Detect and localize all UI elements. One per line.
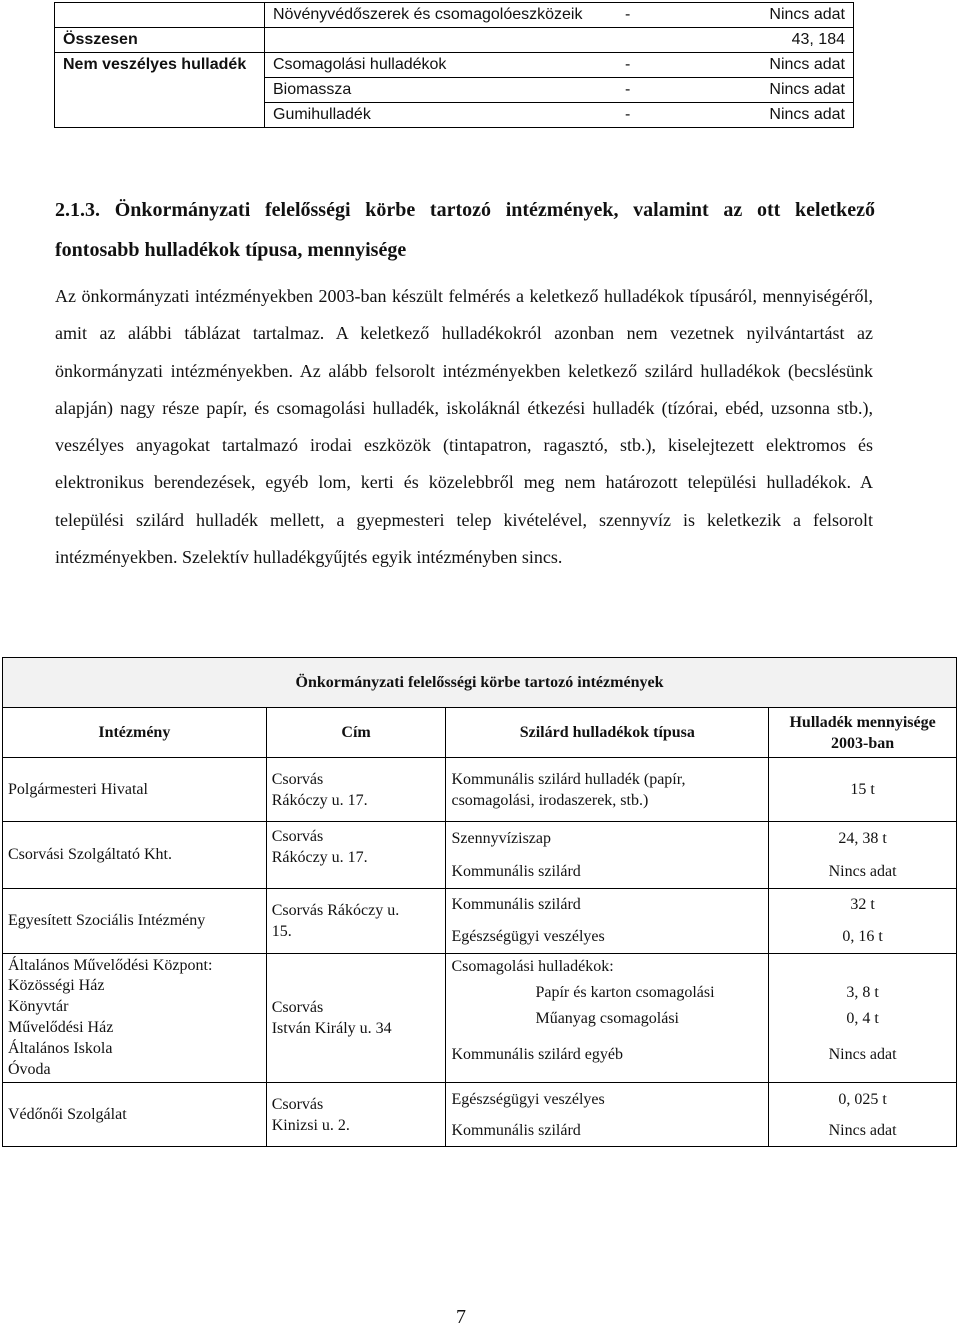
amount-line: Nincs adat (828, 1121, 897, 1139)
waste-line: Kommunális szilárd (451, 1121, 581, 1139)
address-line: Csorvás (271, 828, 324, 845)
waste-line: Papír és karton csomagolási (535, 984, 715, 1001)
address-cell (266, 758, 446, 822)
intro-paragraph (55, 278, 873, 576)
amount-line: Nincs adat (828, 1046, 897, 1063)
amount-cell: Nincs adat (717, 53, 854, 78)
category-cell: Nem veszélyes hulladék (55, 53, 265, 78)
amount-cell: 43, 184 (717, 28, 854, 53)
institution-cell: Polgármesteri Hivatal (3, 758, 267, 822)
waste-type-cell (446, 758, 769, 822)
amount-line: 3, 8 t (846, 984, 879, 1001)
institutions-table (2, 657, 957, 1147)
amount-line: 32 t (850, 896, 875, 913)
waste-type-cell: Növényvédőszerek és csomagolóeszközeik (265, 3, 618, 28)
waste-type-cell (265, 28, 618, 53)
amount-cell (769, 889, 957, 954)
waste-line: Kommunális szilárd egyéb (451, 1046, 623, 1063)
header-amount-line1: Hulladék mennyisége (789, 713, 936, 731)
address-line: Kinizsi u. 2. (271, 1116, 350, 1134)
institution-line: Közösségi Ház (8, 977, 105, 995)
address-line: Rákóczy u. 17. (271, 791, 368, 809)
address-cell (266, 889, 446, 954)
paragraph-text: Az önkormányzati intézményekben 2003-ban készült felmérés a keletkező hulladékok típusáról, mennyiségéről, amit az alábbi táblázat tartalmaz. A keletkező hulladékokról azonban nem vezetnek nyilvántartást az önkormányzati intézményekben. Az alább felsorolt intézményekben keletkező szilárd hulladékok (becslésünk alapján) nagy része papír, és csomagolási hulladék, iskoláknál étkezési hulladék (tízórai, ebéd, uzsonna stb.), veszélyes anyagokat tartalmazó irodai eszközök (tintapatron, ragasztó, stb.), kiselejtezett elektromos és elektronikus berendezések, egyéb lom, kerti és közelebbről meg nem határozott települési hulladékok. A települési szilárd hulladék mellett, a gyepmesteri telep kivételével, szennyvíz is keletkezik a felsorolt intézményekben. Szelektív hulladékgyűjtés egyik intézményben sincs. (55, 286, 873, 568)
waste-type-cell: Csomagolási hulladékok (265, 53, 618, 78)
amount-cell: 15 t (769, 758, 957, 822)
dash-cell: - (617, 103, 717, 128)
address-line: István Király u. 34 (271, 1020, 392, 1037)
address-cell (266, 822, 446, 889)
table-row (3, 1083, 957, 1147)
amount-cell (769, 954, 957, 1083)
institution-cell: Egyesített Szociális Intézmény (3, 889, 267, 954)
dash-cell: - (617, 78, 717, 103)
amount-line: 0, 4 t (846, 1010, 879, 1027)
amount-line: 0, 16 t (842, 928, 883, 945)
header-waste-type: Szilárd hulladékok típusa (446, 708, 769, 758)
waste-line: Kommunális szilárd (451, 896, 581, 913)
category-cell (55, 103, 265, 128)
table-row (3, 889, 957, 954)
waste-type-cell (446, 1083, 769, 1147)
address-line: 15. (271, 923, 292, 940)
waste-line: Egészségügyi veszélyes (451, 1090, 605, 1108)
waste-line: Műanyag csomagolási (535, 1010, 679, 1027)
address-line: Csorvás (271, 770, 324, 788)
waste-line: Egészségügyi veszélyes (451, 928, 605, 945)
amount-line: 24, 38 t (838, 830, 887, 847)
institution-line: Általános Iskola (8, 1039, 113, 1057)
institution-line: Óvoda (8, 1060, 51, 1078)
section-heading: 2.1.3. Önkormányzati felelősségi körbe tartozó intézmények, valamint az ott keletkező fontosabb hulladékok típusa, mennyisége (55, 199, 875, 261)
dash-cell (617, 28, 717, 53)
table-row (3, 954, 957, 1083)
amount-cell: Nincs adat (717, 3, 854, 28)
address-line: Csorvás (271, 999, 324, 1016)
institution-line: Művelődési Ház (8, 1019, 114, 1036)
waste-type-cell (446, 822, 769, 889)
waste-type-cell: Gumihulladék (265, 103, 618, 128)
amount-line: Nincs adat (828, 863, 897, 880)
institution-cell (3, 954, 267, 1083)
institution-line: Könyvtár (8, 998, 69, 1016)
institution-cell: Csorvási Szolgáltató Kht. (3, 822, 267, 889)
dash-cell: - (617, 53, 717, 78)
address-cell (266, 1083, 446, 1147)
address-cell (266, 954, 446, 1083)
institution-cell: Védőnői Szolgálat (3, 1083, 267, 1147)
amount-line: 0, 025 t (838, 1090, 887, 1108)
table-title: Önkormányzati felelősségi körbe tartozó intézmények (3, 658, 957, 708)
table-row (3, 822, 957, 889)
amount-line (769, 954, 956, 980)
waste-line: Szennyvíziszap (451, 830, 551, 847)
top-waste-table (54, 2, 854, 128)
header-amount (769, 708, 957, 758)
address-line: Csorvás Rákóczy u. (271, 902, 400, 919)
address-line: Csorvás (271, 1095, 324, 1113)
waste-type-cell: Biomassza (265, 78, 618, 103)
header-amount-line2: 2003-ban (831, 734, 895, 752)
address-line: Rákóczy u. 17. (271, 849, 368, 866)
institution-line: Általános Művelődési Központ: (8, 956, 213, 974)
amount-cell: Nincs adat (717, 78, 854, 103)
category-cell: Összesen (55, 28, 265, 53)
waste-line: csomagolási, irodaszerek, stb.) (451, 791, 649, 809)
waste-line: Kommunális szilárd hulladék (papír, (451, 770, 686, 788)
amount-cell (769, 822, 957, 889)
waste-line: Csomagolási hulladékok: (451, 958, 614, 975)
amount-cell: Nincs adat (717, 103, 854, 128)
waste-line: Kommunális szilárd (451, 863, 581, 880)
header-address: Cím (266, 708, 446, 758)
header-institution: Intézmény (3, 708, 267, 758)
page-number: 7 (456, 1306, 466, 1328)
waste-type-cell (446, 954, 769, 1083)
dash-cell: - (617, 3, 717, 28)
category-cell (55, 3, 265, 28)
amount-cell (769, 1083, 957, 1147)
category-cell (55, 78, 265, 103)
waste-type-cell (446, 889, 769, 954)
table-row (3, 758, 957, 822)
